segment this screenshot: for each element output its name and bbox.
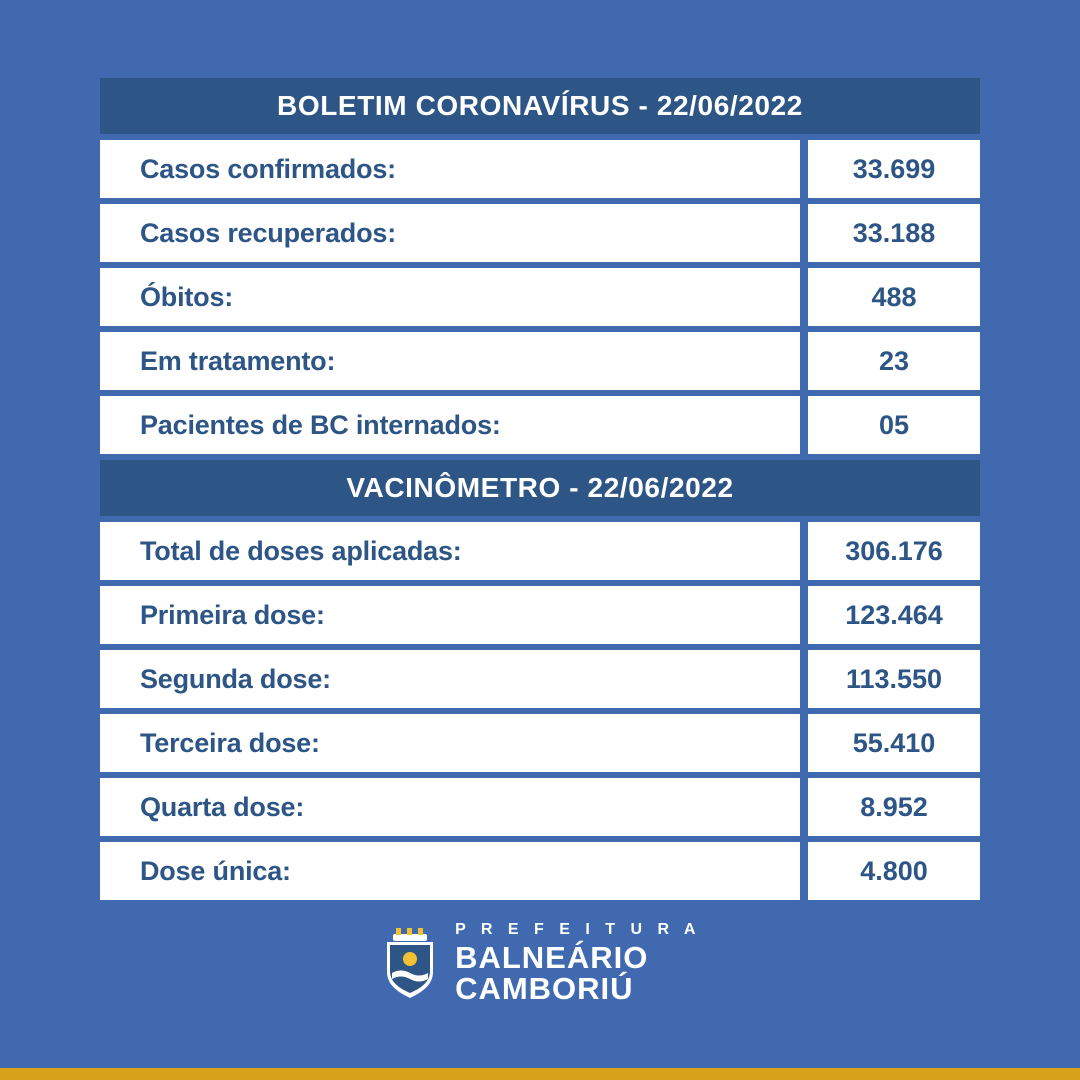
row-value: 306.176 xyxy=(808,522,980,580)
row-value: 33.699 xyxy=(808,140,980,198)
row-value: 23 xyxy=(808,332,980,390)
row-value: 8.952 xyxy=(808,778,980,836)
table-row xyxy=(100,268,980,326)
row-value: 33.188 xyxy=(808,204,980,262)
table-row xyxy=(100,778,980,836)
table-row xyxy=(100,396,980,454)
row-value: 4.800 xyxy=(808,842,980,900)
table-row xyxy=(100,204,980,262)
table-row xyxy=(100,586,980,644)
row-value: 123.464 xyxy=(808,586,980,644)
table-row xyxy=(100,650,980,708)
brand-city-line1: BALNEÁRIO xyxy=(455,940,649,975)
row-value: 488 xyxy=(808,268,980,326)
table-row xyxy=(100,140,980,198)
brand-city-line2: CAMBORIÚ xyxy=(455,971,634,1006)
footer-logo xyxy=(100,922,980,1004)
row-label: Primeira dose: xyxy=(100,586,800,644)
row-label: Segunda dose: xyxy=(100,650,800,708)
row-label: Óbitos: xyxy=(100,268,800,326)
coat-of-arms-icon xyxy=(379,926,441,1000)
vaccinometer-section-header: VACINÔMETRO - 22/06/2022 xyxy=(100,460,980,516)
row-label: Dose única: xyxy=(100,842,800,900)
table-row xyxy=(100,332,980,390)
row-label: Total de doses aplicadas: xyxy=(100,522,800,580)
bulletin-section-header: BOLETIM CORONAVÍRUS - 22/06/2022 xyxy=(100,78,980,134)
brand-prefecture: P R E F E I T U R A xyxy=(455,921,701,938)
brand-text xyxy=(455,922,701,1004)
row-label: Casos recuperados: xyxy=(100,204,800,262)
table-row xyxy=(100,522,980,580)
row-label: Terceira dose: xyxy=(100,714,800,772)
table-row xyxy=(100,842,980,900)
row-value: 55.410 xyxy=(808,714,980,772)
row-label: Pacientes de BC internados: xyxy=(100,396,800,454)
row-label: Quarta dose: xyxy=(100,778,800,836)
row-value: 113.550 xyxy=(808,650,980,708)
bottom-stripe xyxy=(0,1068,1080,1080)
row-value: 05 xyxy=(808,396,980,454)
row-label: Casos confirmados: xyxy=(100,140,800,198)
row-label: Em tratamento: xyxy=(100,332,800,390)
table-row xyxy=(100,714,980,772)
